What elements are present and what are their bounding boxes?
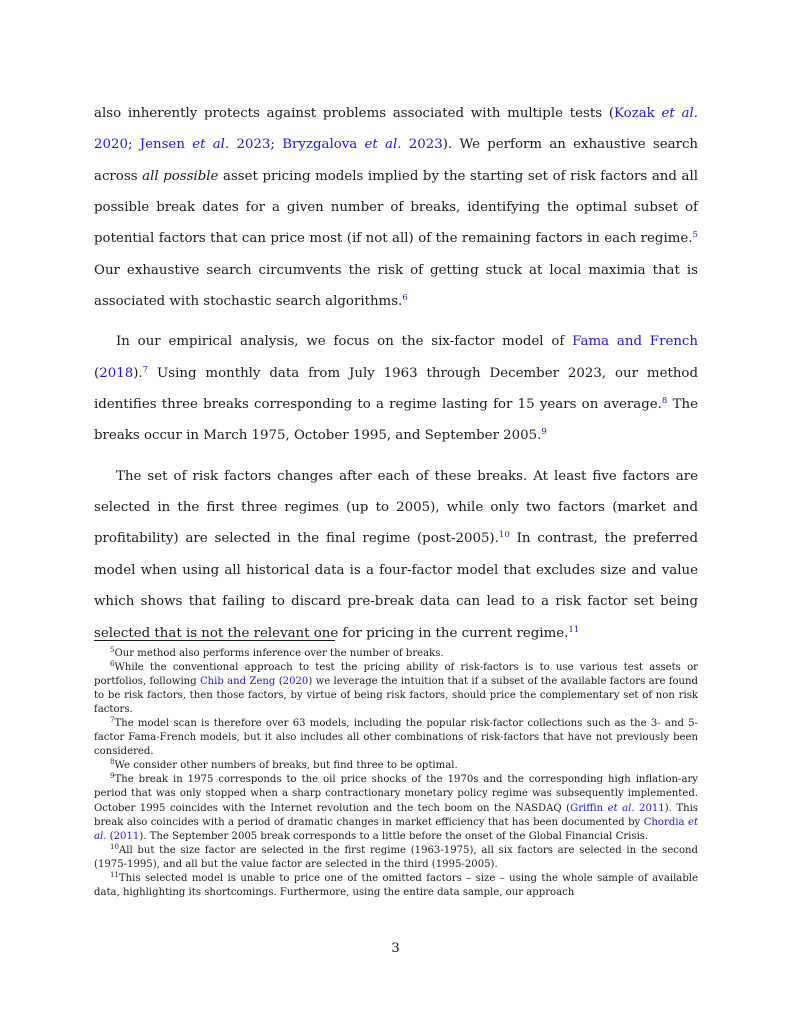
text-run: In contrast, the preferred model when using all historical data is a four-factor model that excludes size and value which shows that failing to discard pre-break data can lead to a risk factor set being selected that is not the relevant one for pricing in the current regime. [94, 531, 698, 641]
text-run: ). [133, 365, 143, 381]
text-run: Our exhaustive search circumvents the risk of getting stuck at local maximia that is associated with stochastic search algorithms. [94, 262, 698, 310]
footnote-reference-link[interactable]: 5 [692, 230, 698, 241]
text-run: ( [106, 830, 114, 842]
text-run: also inherently protects against problems associated with multiple tests ( [94, 106, 615, 121]
footnotes [94, 640, 698, 900]
footnote-marker: 10 [110, 842, 119, 851]
footnote-marker: 9 [110, 772, 115, 781]
text-run: Our method also performs inference over the number of breaks. [114, 648, 444, 659]
citation-link[interactable]: et al. [192, 137, 230, 153]
citation-link[interactable]: et al. [661, 106, 698, 121]
text-run: While the conventional approach to test the pricing ability of risk-factors is to use various test assets or portfolios, following [94, 662, 698, 688]
text-run: ( [275, 676, 283, 688]
footnote-reference-link[interactable]: 11 [568, 624, 580, 635]
page-number: 3 [391, 941, 400, 956]
citation-link[interactable]: Jensen [139, 137, 193, 153]
text-run: ). The September 2005 break corresponds to a little before the onset of the Global Financial Crisis. [139, 830, 649, 842]
paragraph-intro-search [94, 98, 698, 317]
text-run: In our empirical analysis, we focus on the six-factor model of [116, 334, 573, 350]
citation-link[interactable]: et al. [94, 816, 698, 842]
text-run: ). We perform an exhaustive search across [94, 137, 699, 184]
footnote-11 [94, 872, 698, 900]
footnote-reference-link[interactable]: 6 [402, 292, 408, 303]
footnote-reference-link[interactable]: 7 [142, 364, 149, 375]
text-run: This selected model is unable to price one of the omitted factors – size – using the whole sample of available data, highlighting its shortcomings. Furthermore, using the entire data sample, our approach [94, 872, 698, 898]
footnote-9 [94, 773, 698, 843]
footnote-5 [94, 647, 698, 661]
text-run: ). This break also coincides with a period of dramatic changes in market efficiency that has been documented by [94, 802, 698, 828]
footnote-rule [94, 640, 335, 641]
body-text [94, 98, 698, 649]
footnote-7 [94, 717, 698, 759]
text-run: Using monthly data from July 1963 through December 2023, our method identifies three breaks corresponding to a regime lasting for 15 years on average. [94, 365, 698, 413]
citation-link[interactable]: et al. [364, 137, 402, 153]
footnote-reference-link[interactable]: 10 [498, 530, 510, 541]
text-run: ) we leverage the intuition that if a subset of the available factors are found to be risk factors, then those factors, by virtue of being risk factors, should price the complementary set of non risk factors. [94, 676, 698, 716]
footnote-marker: 11 [110, 870, 119, 879]
footnote-marker: 7 [110, 716, 115, 725]
citation-link[interactable]: 2023 [401, 137, 443, 153]
citation-link[interactable]: 2023 [229, 137, 271, 153]
text-run: The breaks occur in March 1975, October 1995, and September 2005. [94, 397, 698, 444]
footnote-marker: 8 [110, 758, 115, 767]
citation-link[interactable]: 2011 [113, 830, 140, 842]
footnote-8 [94, 759, 698, 773]
citation-link[interactable]: Griffin [570, 802, 608, 814]
text-run: ; [127, 137, 140, 153]
citation-link[interactable]: Chib and Zeng [199, 676, 276, 688]
text-run: ; [270, 137, 283, 153]
citation-link[interactable]: Chordia [643, 816, 688, 828]
text-run: The model scan is therefore over 63 models, including the popular risk-factor collections such as the 3- and 5-factor Fama-French models, but it also includes all other combinations of risk-factors that have not previously been considered. [94, 718, 698, 758]
citation-link[interactable]: 2018 [99, 365, 134, 381]
footnote-reference-link[interactable]: 9 [541, 427, 547, 438]
citation-link[interactable]: 2020 [282, 676, 309, 688]
citation-link[interactable]: 2020 [94, 137, 128, 153]
citation-link[interactable]: Fama and French [572, 334, 699, 350]
emphasis-text: all possible [142, 168, 219, 184]
citation-link[interactable]: Kozak [614, 106, 662, 121]
footnote-reference-link[interactable]: 8 [661, 395, 668, 406]
footnote-marker: 6 [110, 660, 115, 669]
paragraph-risk-factor-changes [94, 461, 698, 649]
citation-link[interactable]: et al. [607, 802, 635, 814]
text-run: asset pricing models implied by the starting set of risk factors and all possible break dates for a given number of breaks, identifying the optimal subset of potential factors that can price most (if not all) of the remaining factors in each regime. [94, 168, 698, 247]
citation-link[interactable]: 2011 [634, 802, 665, 814]
text-run: ( [94, 365, 100, 381]
text-run: We consider other numbers of breaks, but find three to be optimal. [114, 760, 458, 772]
footnote-6 [94, 661, 698, 717]
text-run: The set of risk factors changes after each of these breaks. At least five factors are selected in the first three regimes (up to 2005), while only two factors (market and profitability) are selected in the final regime (post-2005). [94, 468, 698, 547]
footnote-10 [94, 844, 698, 872]
text-run: The break in 1975 corresponds to the oil price shocks of the 1970s and the corresponding high inflation-ary period that was only stopped when a sharp contractionary monetary policy regime was subsequently implemented. October 1995 coincides with the Internet revolution and the tech boom on the NASDAQ ( [94, 774, 698, 814]
paragraph-empirical-analysis [94, 326, 698, 451]
text-run: All but the size factor are selected in the first regime (1963-1975), all six factors are selected in the second (1975-1995), and all but the value factor are selected in the third (1995-2005). [94, 844, 698, 870]
footnote-marker: 5 [110, 646, 115, 655]
citation-link[interactable]: Bryzgalova [282, 137, 365, 153]
